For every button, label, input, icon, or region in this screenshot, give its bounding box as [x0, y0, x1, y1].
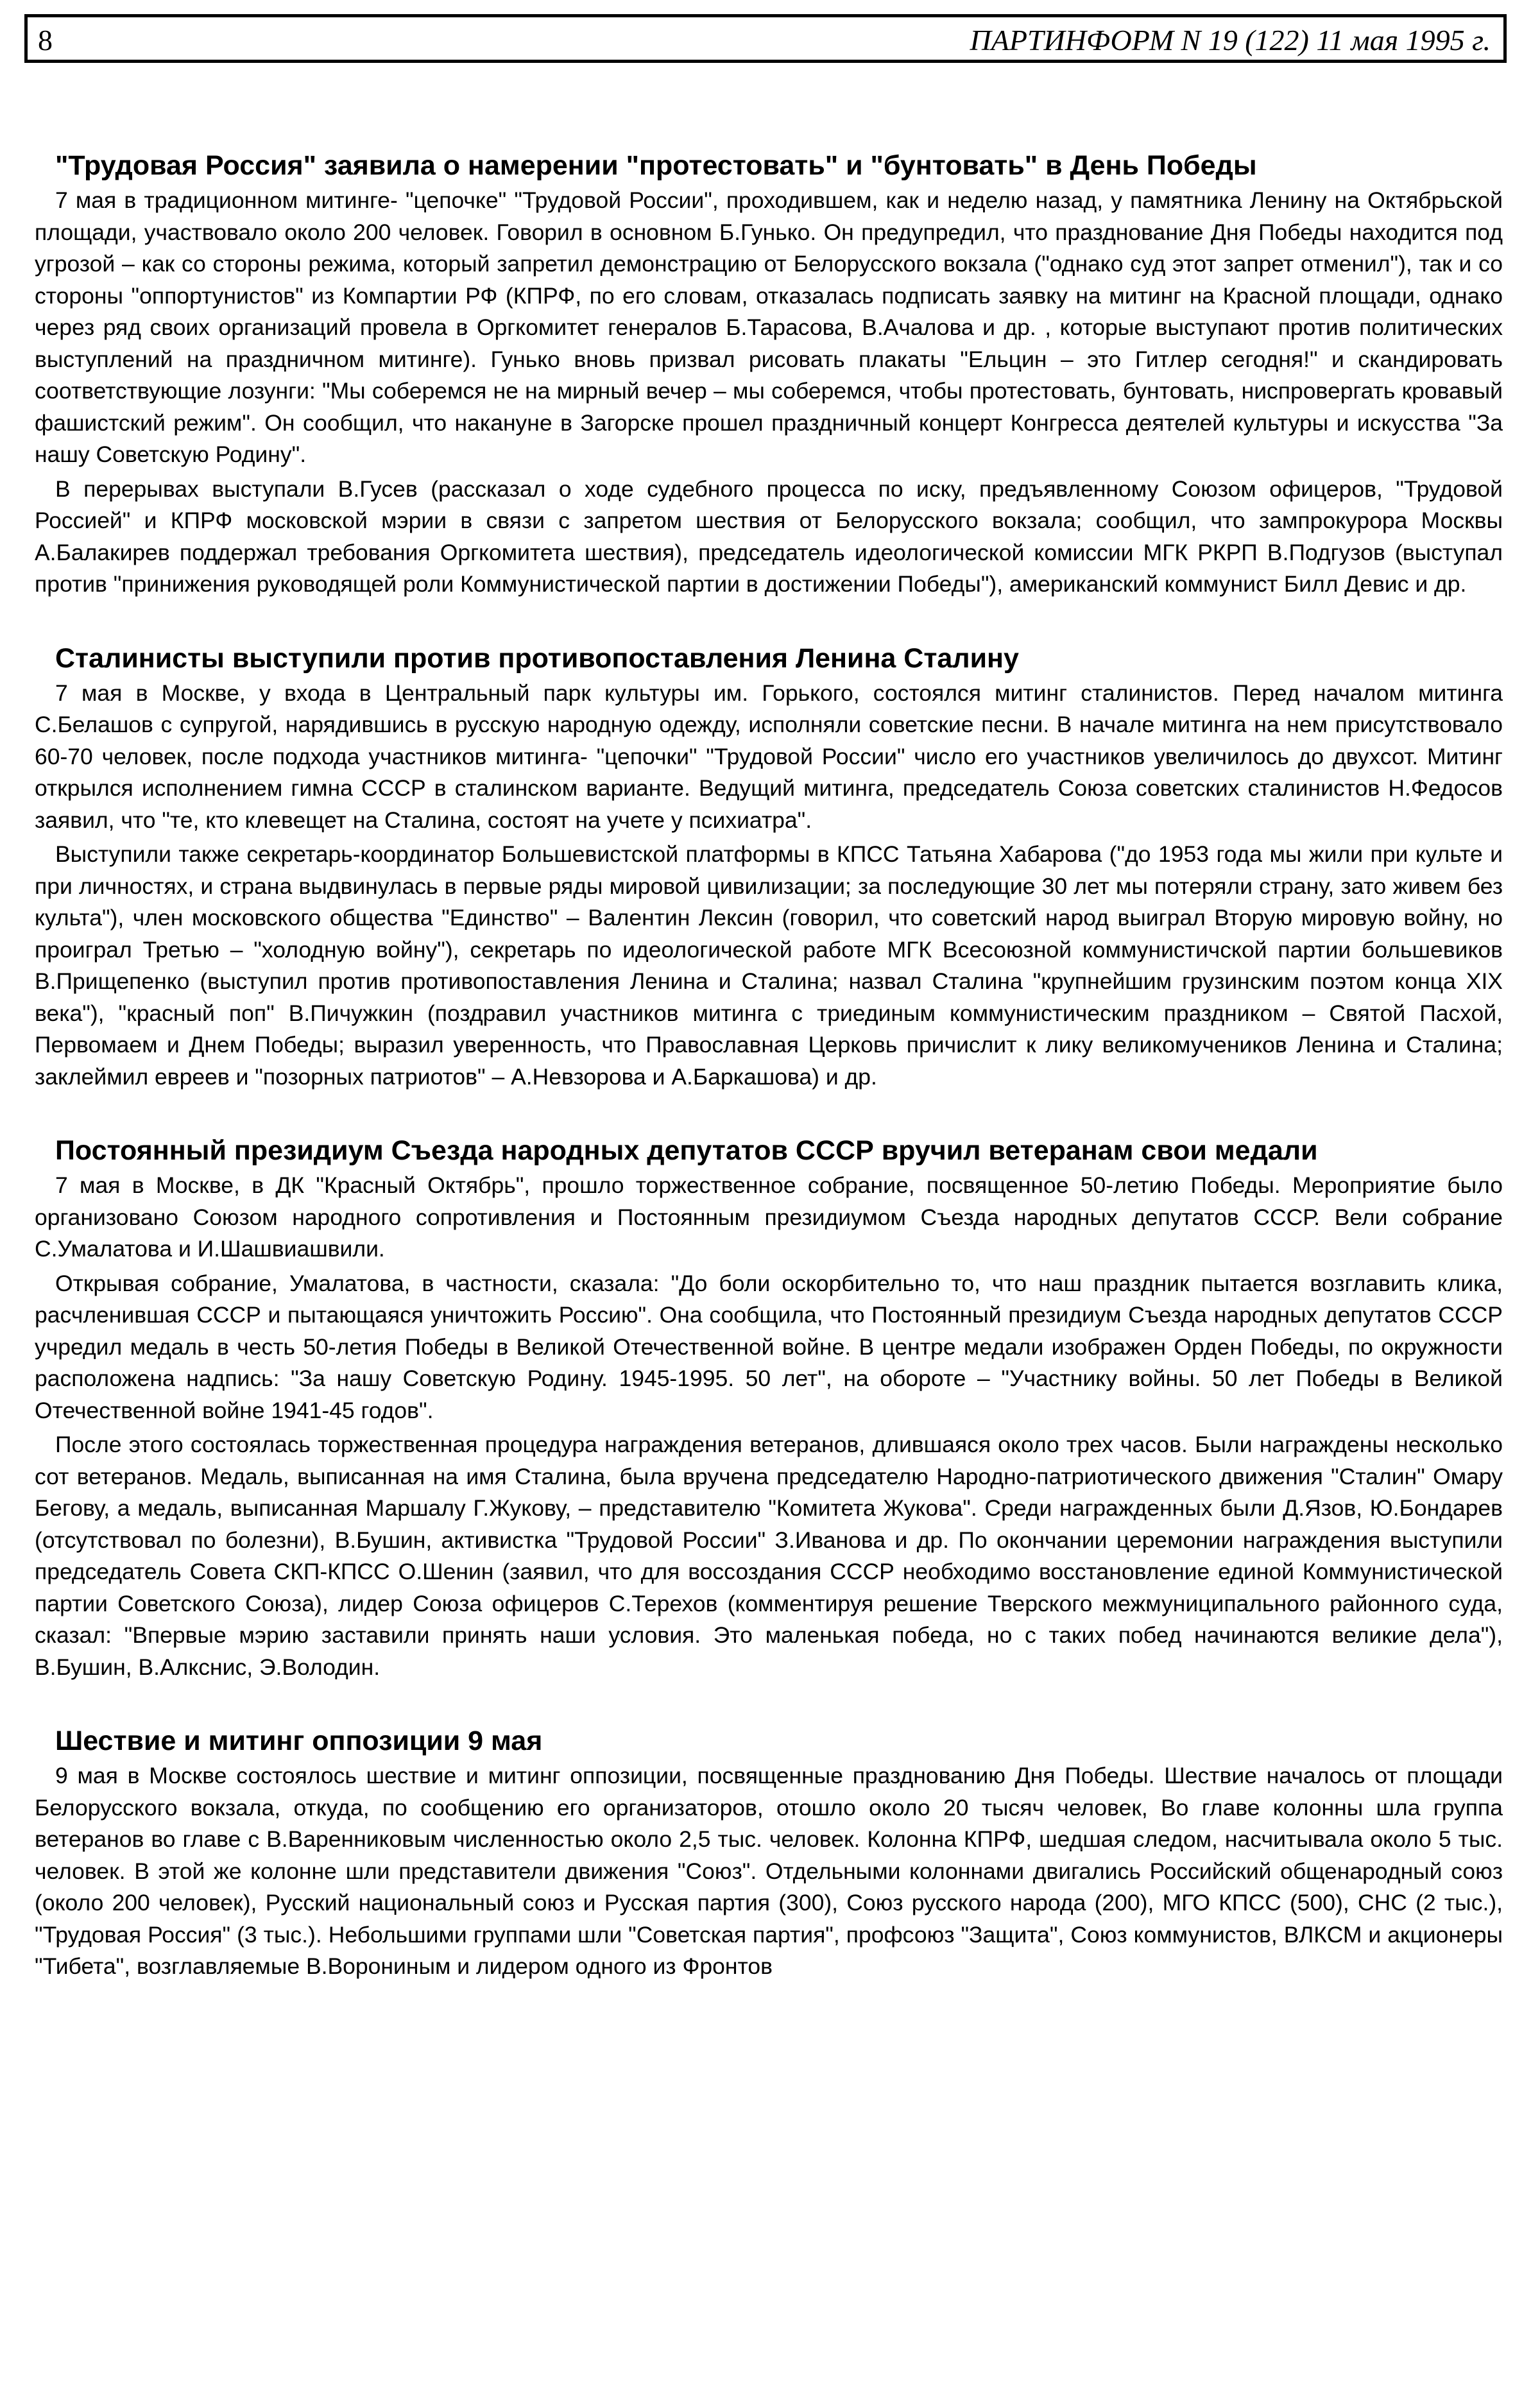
article-paragraph: 9 мая в Москве состоялось шествие и митинг оппозиции, посвященные празднованию Дня Победы. Шествие началось от площади Белорусского вокзала, откуда, по сообщению его организаторов, отошло около 20 тысяч человек, Во главе колонны шла группа ветеранов во главе с В.Варенниковым численностью около 2,5 тыс. человек. Колонна КПРФ, шедшая следом, насчитывала около 5 тыс. человек. В этой же колонне шли представители движения "Союз". Отдельными колоннами двигались Российский общенародный союз (около 200 человек), Русский национальный союз и Русская партия (300), Союз русского народа (200), МГО КПСС (500), СНС (2 тыс.), "Трудовая Россия" (3 тыс.). Небольшими группами шли "Советская партия", профсоюз "Защита", Союз коммунистов, ВЛКСМ и акционеры "Тибета", возглавляемые В.Ворониным и лидером одного из Фронтов: [35, 1763, 1503, 1979]
masthead: ПАРТИНФОРМ N 19 (122) 11 мая 1995 г.: [970, 24, 1491, 56]
article-paragraph: 7 мая в Москве, в ДК "Красный Октябрь", прошло торжественное собрание, посвященное 50-летию Победы. Мероприятие было организовано Союзом народного сопротивления и Постоянным президиумом Съезда народных депутатов СССР. Вели собрание С.Умалатова и И.Шашвиашвили.: [35, 1172, 1503, 1262]
article: [35, 149, 1503, 601]
article-paragraph: 7 мая в традиционном митинге- "цепочке" "Трудовой России", проходившем, как и неделю назад, у памятника Ленину на Октябрьской площади, участвовало около 200 человек. Говорил в основном Б.Гунько. Он предупредил, что празднование Дня Победы находится под угрозой – как со стороны режима, который запретил демонстрацию от Белорусского вокзала ("однако суд этот запрет отменил"), так и со стороны "оппортунистов" из Компартии РФ (КПРФ, по его словам, отказалась подписать заявку на митинг на Красной площади, однако через ряд своих организаций провела в Оргкомитет генералов Б.Тарасова, В.Ачалова и др. , которые выступают против политических выступлений на праздничном митинге). Гунько вновь призвал рисовать плакаты "Ельцин – это Гитлер сегодня!" и скандировать соответствующие лозунги: "Мы соберемся не на мирный вечер – мы соберемся, чтобы протестовать, бунтовать, ниспровергать кровавый фашистский режим". Он сообщил, что накануне в Загорске прошел праздничный концерт Конгресса деятелей культуры и искусства "За нашу Советскую Родину".: [35, 187, 1503, 467]
article: [35, 1134, 1503, 1683]
page-number: 8: [38, 24, 53, 56]
article: [35, 642, 1503, 1093]
article-paragraph: В перерывах выступали В.Гусев (рассказал о ходе судебного процесса по иску, предъявленному Союзом офицеров, "Трудовой Россией" и КПРФ московской мэрии в связи с запретом шествия от Белорусского вокзала; сообщил, что зампрокурора Москвы А.Балакирев поддержал требования Оргкомитета шествия), председатель идеологической комиссии МГК РКРП В.Подгузов (выступал против "принижения руководящей роли Коммунистической партии в достижении Победы"), американский коммунист Билл Девис и др.: [35, 476, 1503, 597]
article-title: "Трудовая Россия" заявила о намерении "протестовать" и "бунтовать" в День Победы: [55, 150, 1257, 181]
article-title: Постоянный президиум Съезда народных депутатов СССР вручил ветеранам свои медали: [55, 1135, 1318, 1166]
article-paragraph: 7 мая в Москве, у входа в Центральный парк культуры им. Горького, состоялся митинг сталинистов. Перед началом митинга С.Белашов с супругой, нарядившись в русскую народную одежду, исполняли советские песни. В начале митинга на нем присутствовало 60-70 человек, после подхода участников митинга- "цепочки" "Трудовой России" число его участников увеличилось до двухсот. Митинг открылся исполнением гимна СССР в сталинском варианте. Ведущий митинга, председатель Союза советских сталинистов Н.Федосов заявил, что "те, кто клевещет на Сталина, состоят на учете у психиатра".: [35, 680, 1503, 833]
article: [35, 1724, 1503, 1983]
article-title: Сталинисты выступили против противопоставления Ленина Сталину: [55, 642, 1019, 674]
article-title: Шествие и митинг оппозиции 9 мая: [55, 1726, 543, 1756]
article-paragraph: После этого состоялась торжественная процедура награждения ветеранов, длившаяся около трех часов. Были награждены несколько сот ветеранов. Медаль, выписанная на имя Сталина, была вручена председателю Народно-патриотического движения "Сталин" Омару Бегову, а медаль, выписанная Маршалу Г.Жукову, – представителю "Комитета Жукова". Среди награжденных были Д.Язов, Ю.Бондарев (отсутствовал по болезни), В.Бушин, активистка "Трудовой России" З.Иванова и др. По окончании церемонии награждения выступили председатель Совета СКП-КПСС О.Шенин (заявил, что для воссоздания СССР необходимо восстановление единой Коммунистической партии Советского Союза), лидер Союза офицеров С.Терехов (комментируя решение Тверского межмуниципального районного суда, сказал: "Впервые мэрию заставили принять наши условия. Это маленькая победа, но с таких побед начинаются великие дела"), В.Бушин, В.Алкснис, Э.Володин.: [35, 1432, 1503, 1680]
article-paragraph: Выступили также секретарь-координатор Большевистской платформы в КПСС Татьяна Хабарова ("до 1953 года мы жили при культе и при личностях, и страна выдвинулась в первые ряды мировой цивилизации; за последующие 30 лет мы потеряли страну, зато живем без культа"), член московского общества "Единство" – Валентин Лексин (говорил, что советский народ выиграл Вторую мировую войну, но проиграл Третью – "холодную войну"), секретарь по идеологической работе МГК Всесоюзной коммунистичской партии большевиков В.Прищепенко (выступил против противопоставления Ленина и Сталина; назвал Сталина "крупнейшим грузинским поэтом конца XIX века"), "красный поп" В.Пичужкин (поздравил участников митинга с триединым коммунистическим праздником – Святой Пасхой, Первомаем и Днем Победы; выразил уверенность, что Православная Церковь причислит к лику великомучеников Ленина и Сталина; заклеймил евреев и "позорных патриотов" – А.Невзорова и А.Баркашова) и др.: [35, 841, 1503, 1090]
articles-column: [35, 149, 1503, 2024]
article-paragraph: Открывая собрание, Умалатова, в частности, сказала: "До боли оскорбительно то, что наш праздник пытается возглавить клика, расчленившая СССР и пытающаяся уничтожить Россию". Она сообщила, что Постоянный президиум Съезда народных депутатов СССР учредил медаль в честь 50-летия Победы в Великой Отечественной войне. В центре медали изображен Орден Победы, по окружности расположена надпись: "За нашу Советскую Родину. 1945-1995. 50 лет", на обороте – "Участнику войны. 50 лет Победы в Великой Отечественной войне 1941-45 годов".: [35, 1270, 1503, 1423]
page-header: [24, 14, 1507, 63]
